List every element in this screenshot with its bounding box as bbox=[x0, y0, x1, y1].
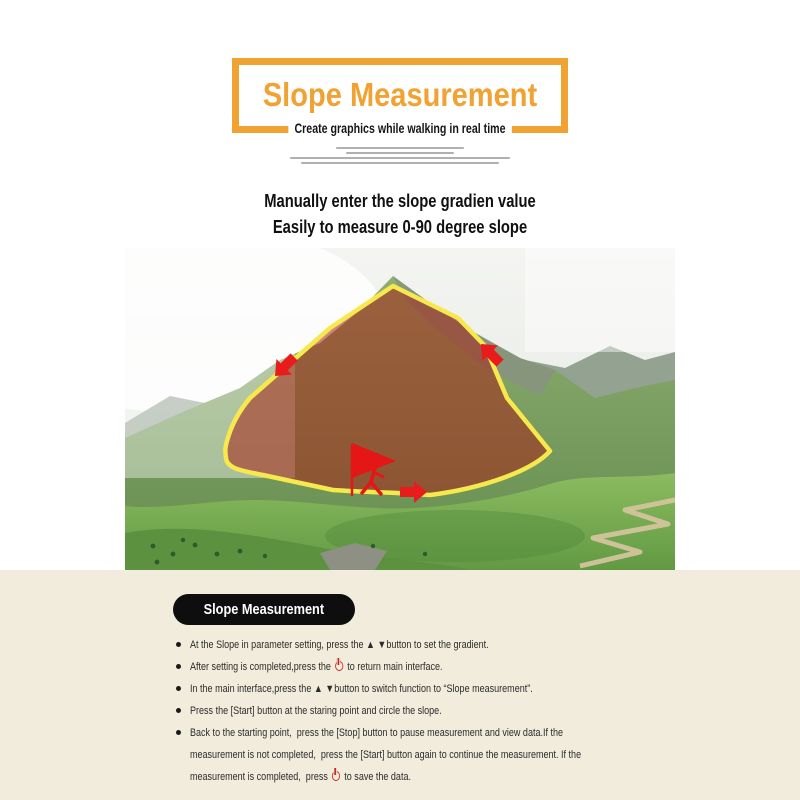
section-title: Slope Measurement bbox=[203, 601, 325, 618]
bullet-dot bbox=[176, 642, 181, 647]
instruction-text: measurement is not completed, press the [Start] button again to continue the measurement. If the bbox=[190, 749, 582, 761]
title-banner bbox=[232, 58, 568, 136]
fineprint-line bbox=[290, 157, 510, 159]
instruction-text: Press the [Start] button at the staring point and circle the slope. bbox=[190, 705, 442, 717]
instruction-text: At the Slope in parameter setting, press the ▲ ▼button to set the gradient. bbox=[190, 639, 489, 651]
fineprint-line bbox=[346, 152, 454, 154]
list-item bbox=[176, 700, 776, 722]
section-title-pill bbox=[173, 594, 355, 625]
list-item-continuation bbox=[176, 744, 776, 766]
instruction-text: Back to the starting point, press the [Stop] button to pause measurement and view data.If the bbox=[190, 727, 564, 739]
bullet-dot bbox=[176, 730, 181, 735]
slope-photo bbox=[125, 248, 675, 570]
instruction-text: After setting is completed,press the to return main interface. bbox=[190, 661, 443, 673]
list-item bbox=[176, 634, 776, 656]
bullet-dot bbox=[176, 664, 181, 669]
fineprint-line bbox=[301, 162, 499, 164]
bullet-dot bbox=[176, 708, 181, 713]
cloud bbox=[525, 248, 675, 352]
fineprint-line bbox=[336, 147, 464, 149]
instructions-list bbox=[176, 634, 776, 788]
instruction-text: In the main interface,press the ▲ ▼button to switch function to “Slope measurement”. bbox=[190, 683, 533, 695]
bullet-dot bbox=[176, 686, 181, 691]
instructions-panel bbox=[0, 570, 800, 800]
page-heading bbox=[0, 188, 800, 240]
heading-line-2: Easily to measure 0-90 degree slope bbox=[272, 217, 528, 237]
banner-title: Slope Measurement bbox=[262, 76, 538, 113]
list-item-continuation bbox=[176, 766, 776, 788]
list-item bbox=[176, 722, 776, 744]
instruction-text: measurement is completed, press to save the data. bbox=[190, 771, 411, 783]
fineprint-lines bbox=[0, 147, 800, 167]
list-item bbox=[176, 656, 776, 678]
power-icon bbox=[332, 771, 340, 781]
power-icon bbox=[335, 661, 343, 671]
list-item bbox=[176, 678, 776, 700]
heading-line-1: Manually enter the slope gradien value bbox=[264, 191, 536, 211]
banner-subtitle: Create graphics while walking in real time bbox=[288, 120, 511, 136]
